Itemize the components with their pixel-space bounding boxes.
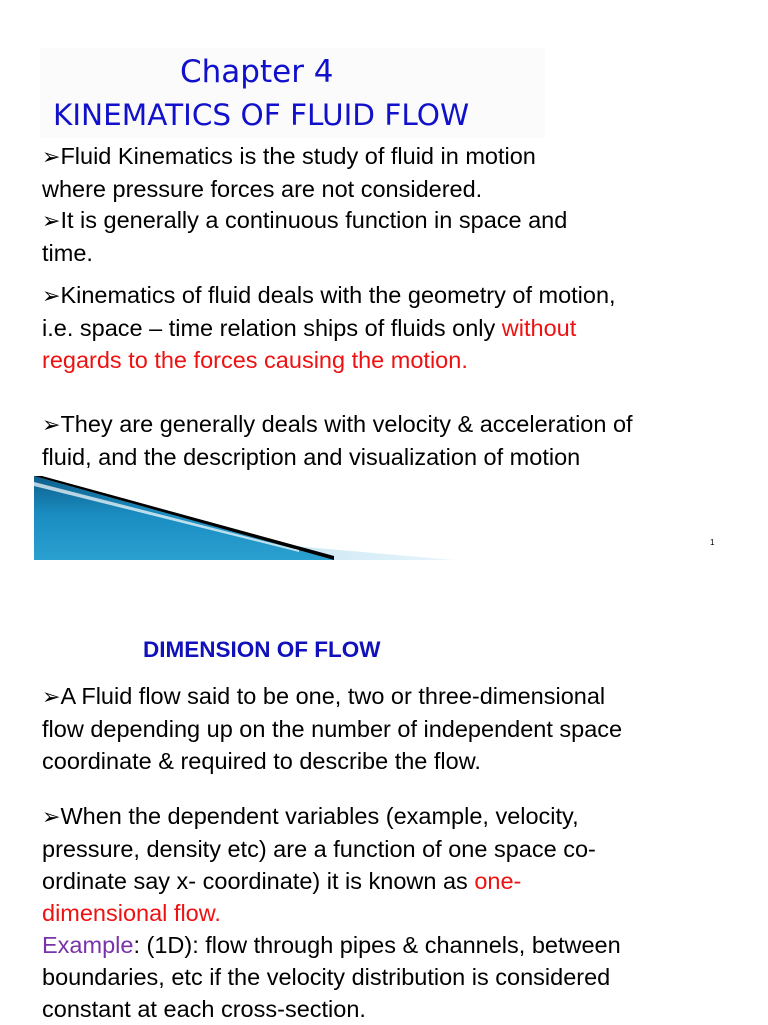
paragraph-text: They are generally deals with velocity & acceleration of	[60, 411, 633, 437]
highlighted-text: dimensional flow.	[42, 900, 221, 926]
paragraph-text: Fluid Kinematics is the study of fluid in motion	[60, 143, 536, 169]
paragraph-text: fluid, and the description and visualization of motion	[42, 444, 581, 470]
bullet-paragraph-3	[42, 279, 616, 376]
bullet-paragraph-5	[42, 680, 622, 777]
bullet-paragraph-1	[42, 140, 536, 205]
slide-title: KINEMATICS OF FLUID FLOW	[53, 98, 470, 132]
paragraph-text: When the dependent variables (example, velocity,	[60, 803, 579, 829]
highlighted-text: regards to the forces causing the motion.	[42, 347, 468, 373]
paragraph-text: Kinematics of fluid deals with the geometry of motion,	[60, 282, 616, 308]
section-title: DIMENSION OF FLOW	[143, 637, 381, 662]
paragraph-text: time.	[42, 240, 93, 266]
paragraph-text: ordinate say x- coordinate) it is known as	[42, 868, 475, 894]
paragraph-text: boundaries, etc if the velocity distribution is considered	[42, 964, 611, 990]
paragraph-text: It is generally a continuous function in space and	[60, 207, 568, 233]
paragraph-text: where pressure forces are not considered.	[42, 176, 483, 202]
chapter-label: Chapter 4	[180, 54, 334, 90]
paragraph-text: i.e. space – time relation ships of fluids only	[42, 315, 502, 341]
bullet-paragraph-6	[42, 800, 621, 1025]
paragraph-text: flow depending up on the number of independent space	[42, 716, 623, 742]
paragraph-text: constant at each cross-section.	[42, 996, 366, 1022]
bullet-arrow-icon: ➢	[42, 684, 61, 709]
paragraph-text: coordinate & required to describe the flow.	[42, 748, 481, 774]
slide-2	[0, 578, 768, 1024]
paragraph-text: pressure, density etc) are a function of one space co-	[42, 836, 596, 862]
bullet-arrow-icon: ➢	[42, 412, 61, 437]
highlighted-text: one-	[474, 868, 522, 894]
paragraph-text: : (1D): flow through pipes & channels, between	[133, 932, 621, 958]
bullet-paragraph-4	[42, 408, 633, 473]
example-label: Example	[42, 932, 134, 958]
page-number: 1	[710, 538, 715, 547]
bullet-arrow-icon: ➢	[42, 283, 61, 308]
bullet-arrow-icon: ➢	[42, 144, 61, 169]
bullet-arrow-icon: ➢	[42, 804, 61, 829]
highlighted-text: without	[501, 315, 577, 341]
decorative-wedge-graphic	[34, 476, 454, 560]
paragraph-text: A Fluid flow said to be one, two or three-dimensional	[60, 683, 606, 709]
bullet-paragraph-2	[42, 204, 567, 269]
bullet-arrow-icon: ➢	[42, 208, 61, 233]
